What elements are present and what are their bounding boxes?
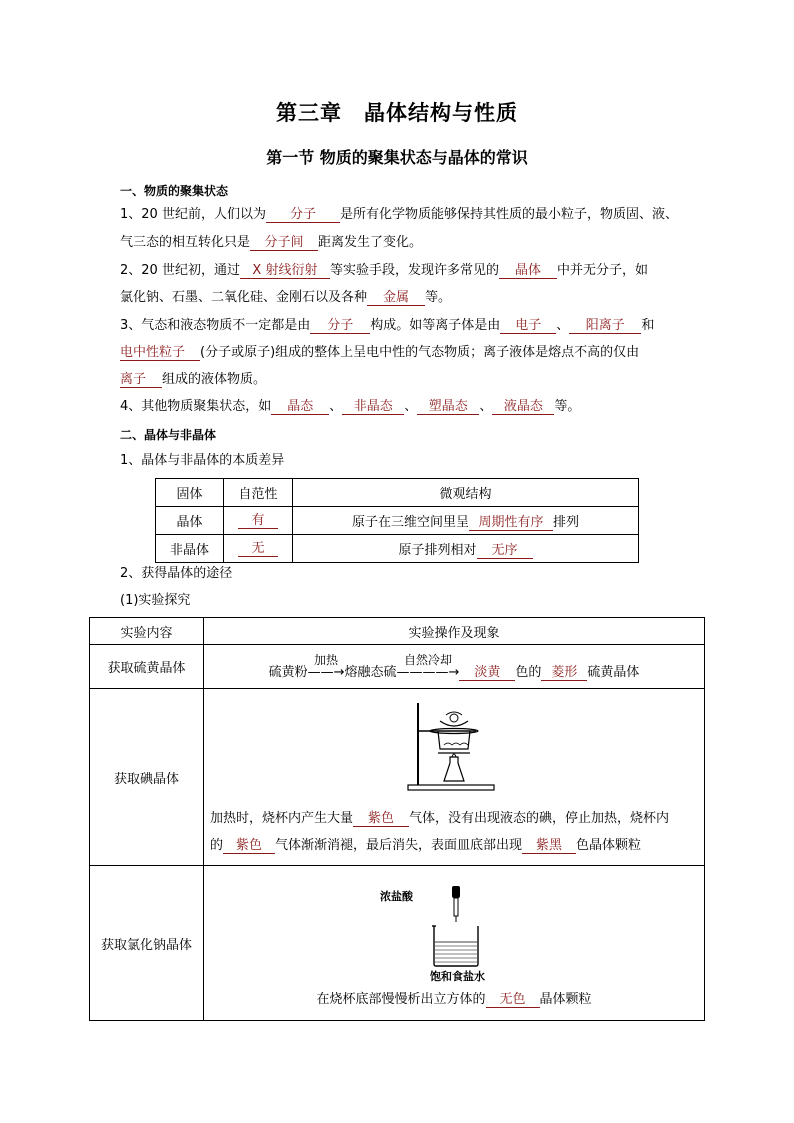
table-header-row: [90, 618, 705, 645]
chapter-title: 第三章 晶体结构与性质: [276, 101, 518, 125]
answer-blank: 塑晶态: [417, 399, 479, 415]
section2-heading: 二、晶体与非晶体: [120, 428, 217, 442]
table-cell: [224, 535, 293, 563]
answer-blank: 紫黑: [522, 838, 576, 854]
answer-blank: X 射线衍射: [240, 263, 330, 279]
answer-blank: 无: [238, 541, 278, 557]
subheading-3: (1)实验探究: [120, 593, 191, 608]
answer-blank: 电中性粒子: [120, 345, 200, 361]
answer-blank: 无序: [477, 543, 533, 559]
heat-arrow: 加热 ——→: [307, 652, 345, 680]
table-header: 固体: [156, 479, 224, 507]
answer-blank: 周期性有序: [469, 515, 553, 531]
table-cell: [224, 507, 293, 535]
section-title: 第一节 物质的聚集状态与晶体的常识: [266, 148, 528, 167]
paragraph-3-line3: 离子 组成的液体物质。: [120, 372, 267, 387]
crystal-comparison-table: [155, 478, 639, 563]
answer-blank: 紫色: [223, 838, 275, 854]
table-cell: 加热时，烧杯内产生大量 紫色 气体，没有出现液态的碘，停止加热，烧杯内 的 紫色 气体渐渐消褪，最后消失，表面皿底部出现 紫黑 色晶体颗粒: [204, 689, 705, 866]
table-header: 自范性: [224, 479, 293, 507]
answer-blank: 分子间: [250, 235, 318, 251]
iodine-sublimation-apparatus-icon: [406, 701, 502, 793]
table-row: [90, 689, 705, 866]
table-cell: 获取碘晶体: [90, 689, 204, 866]
paragraph-1-line2: 气三态的相互转化只是 分子间 距离发生了变化。: [120, 235, 423, 250]
answer-blank: 离子: [120, 372, 162, 388]
table-row: [90, 645, 705, 689]
paragraph-2-line2: 氯化钠、石墨、二氧化硅、金刚石以及各种 金属 等。: [120, 290, 452, 305]
table-header: 实验操作及现象: [204, 618, 705, 645]
answer-blank: 淡黄: [459, 665, 515, 681]
answer-blank: 菱形: [541, 665, 587, 681]
answer-blank: 金属: [367, 290, 425, 306]
table-cell: 原子在三维空间里呈 周期性有序 排列: [293, 507, 639, 535]
table-row: [156, 507, 639, 535]
answer-blank: 电子: [500, 318, 556, 334]
table-header: 实验内容: [90, 618, 204, 645]
paragraph-4: 4、其他物质聚集状态，如 晶态 、 非晶态 、 塑晶态 、 液晶态 等。: [120, 399, 581, 414]
table-cell: 晶体: [156, 507, 224, 535]
table-row: [90, 866, 705, 1021]
table-header-row: [156, 479, 639, 507]
answer-blank: 非晶态: [342, 399, 404, 415]
salt-crystal-apparatus: [380, 880, 514, 983]
table-cell: 硫黄粉 加热 ——→熔融态硫 自然冷却 ————→ 淡黄 色的 菱形 硫黄晶体: [204, 645, 705, 689]
answer-blank: 分子: [266, 207, 340, 223]
section1-heading: 一、物质的聚集状态: [120, 184, 229, 198]
table-cell: 原子排列相对 无序: [293, 535, 639, 563]
subheading-2: 2、获得晶体的途径: [120, 566, 233, 581]
dropper-label: 浓盐酸: [380, 890, 413, 903]
beaker-label: 饱和食盐水: [430, 970, 485, 983]
answer-blank: 紫色: [353, 811, 409, 827]
answer-blank: 无色: [486, 992, 540, 1008]
table-cell: 非晶体: [156, 535, 224, 563]
answer-blank: 分子: [310, 318, 370, 334]
paragraph-3-line1: 3、气态和液态物质不一定都是由 分子 构成。如等离子体是由 电子 、 阳离子 和: [120, 318, 655, 333]
answer-blank: 有: [238, 513, 278, 529]
paragraph-2-line1: 2、20 世纪初，通过 X 射线衍射 等实验手段，发现许多常见的 晶体 中并无分子，如: [120, 263, 648, 278]
table-cell: 获取氯化钠晶体: [90, 866, 204, 1021]
table-header: 微观结构: [293, 479, 639, 507]
paragraph-1-line1: 1、20 世纪前，人们以为 分子 是所有化学物质能够保持其性质的最小粒子，物质固、液、: [120, 207, 678, 222]
answer-blank: 晶体: [499, 263, 557, 279]
table-cell: 浓盐酸 饱和食盐水 在烧杯底部慢慢析出立方体的 无色 晶体颗粒: [204, 866, 705, 1021]
answer-blank: 液晶态: [492, 399, 554, 415]
table-row: [156, 535, 639, 563]
answer-blank: 晶态: [271, 399, 329, 415]
subheading-1: 1、晶体与非晶体的本质差异: [120, 453, 285, 468]
cool-arrow: 自然冷却 ————→: [396, 652, 460, 680]
paragraph-3-line2: 电中性粒子 (分子或原子)组成的整体上呈电中性的气态物质；离子液体是熔点不高的仅由: [120, 345, 640, 360]
experiment-table: [89, 617, 705, 1021]
answer-blank: 阳离子: [569, 318, 641, 334]
table-cell: 获取硫黄晶体: [90, 645, 204, 689]
